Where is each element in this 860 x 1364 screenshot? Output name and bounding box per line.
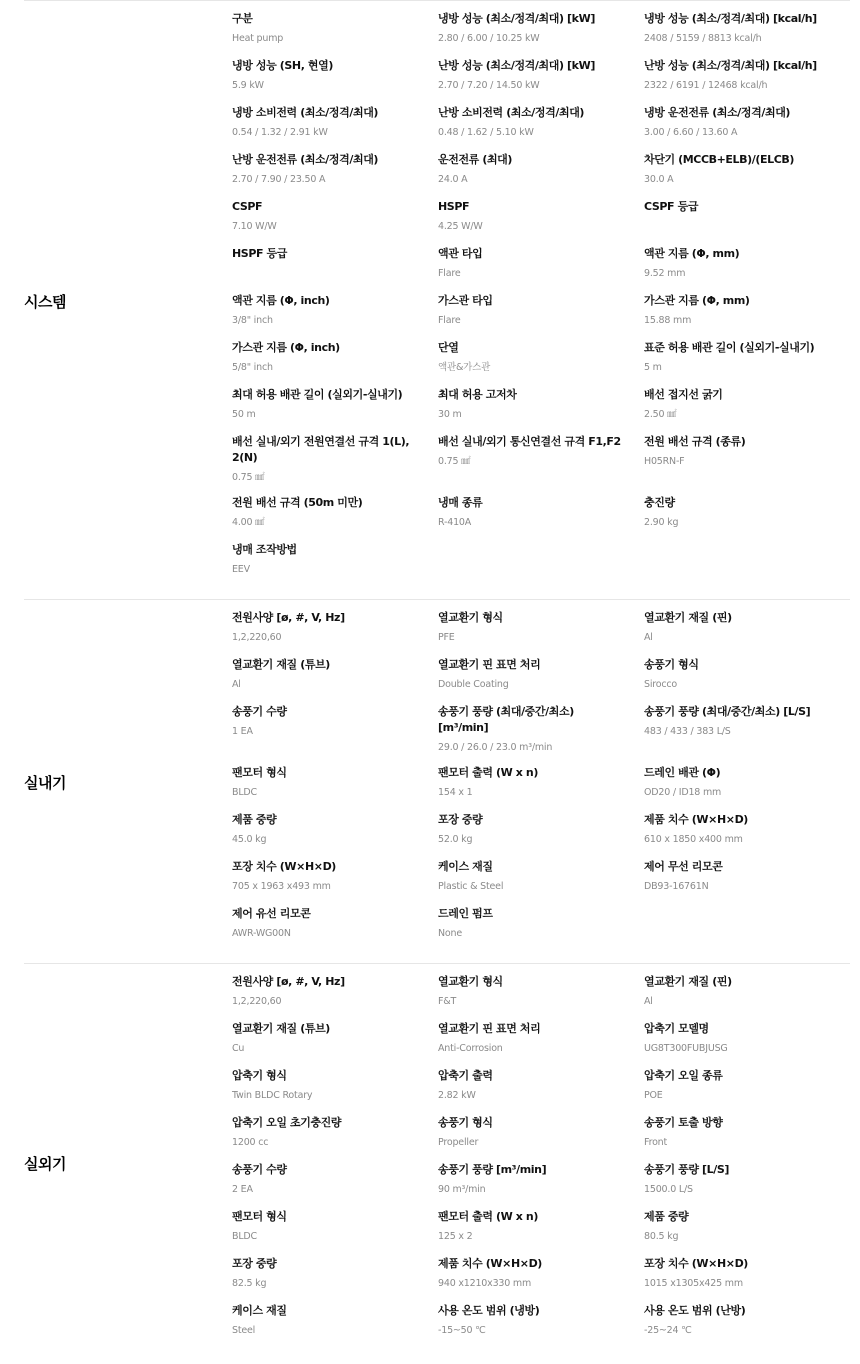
spec-item <box>644 340 850 377</box>
spec-value: 3.00 / 6.60 / 13.60 A <box>644 127 738 138</box>
spec-value: Flare <box>438 268 461 279</box>
spec-value: 2 EA <box>232 1184 253 1195</box>
spec-label: 냉매 조작방법 <box>232 543 297 556</box>
spec-label: HSPF 등급 <box>232 247 287 260</box>
spec-label: 송풍기 수량 <box>232 1163 287 1176</box>
spec-value: None <box>438 928 462 939</box>
spec-label: 차단기 (MCCB+ELB)/(ELCB) <box>644 153 795 166</box>
spec-value: DB93-16761N <box>644 881 709 892</box>
spec-item <box>438 657 644 694</box>
spec-value: Al <box>644 996 653 1007</box>
spec-value: 45.0 kg <box>232 834 267 845</box>
spec-value: POE <box>644 1090 663 1101</box>
spec-value: 2.82 kW <box>438 1090 476 1101</box>
spec-label: 배선 실내/외기 전원연결선 규격 1(L), 2(N) <box>232 435 410 464</box>
spec-value: Sirocco <box>644 679 678 690</box>
spec-label: 송풍기 풍량 (최대/중간/최소) [m³/min] <box>438 705 574 734</box>
spec-item <box>644 812 850 849</box>
spec-label: 제품 중량 <box>232 813 277 826</box>
spec-item <box>438 906 644 943</box>
spec-label: 드레인 배관 (Φ) <box>644 766 721 779</box>
spec-item <box>644 1021 850 1058</box>
spec-value: 2.70 / 7.20 / 14.50 kW <box>438 80 540 91</box>
spec-label: 열교환기 핀 표면 처리 <box>438 658 541 671</box>
spec-label: 표준 허용 배관 길이 (실외기-실내기) <box>644 341 815 354</box>
spec-value: 0.48 / 1.62 / 5.10 kW <box>438 127 534 138</box>
spec-label: 포장 치수 (W×H×D) <box>644 1257 748 1270</box>
spec-value: Al <box>644 632 653 643</box>
spec-label: 제품 치수 (W×H×D) <box>438 1257 542 1270</box>
spec-label: 냉방 운전전류 (최소/정격/최대) <box>644 106 791 119</box>
spec-value: 0.75 ㎟ <box>438 456 471 467</box>
spec-item <box>438 765 644 802</box>
spec-label: 냉매 종류 <box>438 496 483 509</box>
spec-value: 2322 / 6191 / 12468 kcal/h <box>644 80 768 91</box>
spec-value: 90 m³/min <box>438 1184 486 1195</box>
spec-value: 5 m <box>644 362 662 373</box>
spec-label: 난방 성능 (최소/정격/최대) [kcal/h] <box>644 59 817 72</box>
spec-label: 난방 운전전류 (최소/정격/최대) <box>232 153 379 166</box>
spec-value: 2.90 kg <box>644 517 679 528</box>
spec-item <box>438 1115 644 1152</box>
spec-value: R-410A <box>438 517 472 528</box>
spec-label: 전원 배선 규격 (종류) <box>644 435 746 448</box>
spec-item <box>438 812 644 849</box>
spec-label: 압축기 오일 초기충진량 <box>232 1116 342 1129</box>
spec-value: Plastic & Steel <box>438 881 504 892</box>
spec-value: 1,2,220,60 <box>232 996 282 1007</box>
spec-item <box>438 152 644 189</box>
spec-item <box>232 1256 438 1293</box>
spec-label: 운전전류 (최대) <box>438 153 513 166</box>
spec-value: Front <box>644 1137 668 1148</box>
spec-label: 단열 <box>438 341 459 354</box>
spec-value: 2.70 / 7.90 / 23.50 A <box>232 174 326 185</box>
spec-item <box>232 859 438 896</box>
spec-value: 52.0 kg <box>438 834 473 845</box>
spec-value: Heat pump <box>232 33 284 44</box>
spec-item <box>644 387 850 424</box>
spec-item <box>232 495 438 532</box>
spec-label: 충진량 <box>644 496 675 509</box>
spec-item <box>232 434 438 485</box>
spec-label: 열교환기 형식 <box>438 611 503 624</box>
spec-item <box>644 105 850 142</box>
spec-label: 냉방 성능 (최소/정격/최대) [kcal/h] <box>644 12 817 25</box>
spec-label: 냉방 성능 (SH, 현열) <box>232 59 334 72</box>
spec-item <box>232 765 438 802</box>
spec-label: 제품 중량 <box>644 1210 689 1223</box>
spec-value: 30.0 A <box>644 174 674 185</box>
spec-item <box>438 1162 644 1199</box>
spec-value: 1015 x1305x425 mm <box>644 1278 743 1289</box>
spec-item <box>232 1303 438 1340</box>
section-title: 실내기 <box>24 774 66 792</box>
spec-item <box>232 610 438 647</box>
spec-item <box>644 152 850 189</box>
spec-label: 열교환기 재질 (튜브) <box>232 1022 330 1035</box>
spec-label: 제어 무선 리모콘 <box>644 860 723 873</box>
spec-value: OD20 / ID18 mm <box>644 787 722 798</box>
spec-label: 열교환기 형식 <box>438 975 503 988</box>
spec-item <box>438 58 644 95</box>
spec-item <box>644 657 850 694</box>
spec-value: 15.88 mm <box>644 315 692 326</box>
spec-label: 팬모터 출력 (W x n) <box>438 1210 538 1223</box>
spec-label: 송풍기 풍량 [m³/min] <box>438 1163 547 1176</box>
spec-value: Double Coating <box>438 679 509 690</box>
spec-item <box>232 974 438 1011</box>
spec-value: BLDC <box>232 1231 257 1242</box>
spec-item <box>438 495 644 532</box>
spec-label: 포장 중량 <box>438 813 483 826</box>
spec-label: 배선 접지선 굵기 <box>644 388 723 401</box>
spec-label: 케이스 재질 <box>232 1304 287 1317</box>
spec-value: 2.50 ㎟ <box>644 409 677 420</box>
spec-label: 포장 중량 <box>232 1257 277 1270</box>
spec-label: 제품 치수 (W×H×D) <box>644 813 748 826</box>
spec-label: 압축기 오일 종류 <box>644 1069 723 1082</box>
spec-value: 82.5 kg <box>232 1278 267 1289</box>
spec-value: 4.00 ㎟ <box>232 517 265 528</box>
spec-value: 610 x 1850 x400 mm <box>644 834 743 845</box>
spec-value: -25~24 ℃ <box>644 1325 692 1336</box>
section-indoor-unit <box>24 599 850 963</box>
spec-item <box>644 495 850 532</box>
spec-value: Cu <box>232 1043 245 1054</box>
spec-label: 압축기 형식 <box>232 1069 287 1082</box>
spec-label: 사용 온도 범위 (냉방) <box>438 1304 540 1317</box>
spec-item <box>438 1303 644 1340</box>
spec-value: 30 m <box>438 409 462 420</box>
spec-label: 팬모터 출력 (W x n) <box>438 766 538 779</box>
spec-item <box>438 246 644 283</box>
spec-item <box>438 859 644 896</box>
spec-value: 액관&가스관 <box>438 362 491 373</box>
spec-value: 5.9 kW <box>232 80 264 91</box>
spec-label: 송풍기 풍량 (최대/중간/최소) [L/S] <box>644 705 811 718</box>
spec-label: 케이스 재질 <box>438 860 493 873</box>
spec-label: 송풍기 형식 <box>438 1116 493 1129</box>
spec-label: 난방 성능 (최소/정격/최대) [kW] <box>438 59 595 72</box>
spec-item <box>644 704 850 755</box>
spec-item <box>438 1068 644 1105</box>
spec-label: 압축기 출력 <box>438 1069 493 1082</box>
spec-label: 사용 온도 범위 (난방) <box>644 1304 746 1317</box>
spec-label: 최대 허용 배관 길이 (실외기-실내기) <box>232 388 403 401</box>
spec-label: 난방 소비전력 (최소/정격/최대) <box>438 106 585 119</box>
spec-item <box>232 340 438 377</box>
spec-label: 가스관 타입 <box>438 294 493 307</box>
spec-item <box>232 199 438 236</box>
section-system <box>24 0 850 599</box>
spec-label: 최대 허용 고저차 <box>438 388 517 401</box>
spec-value: 0.75 ㎟ <box>232 472 265 483</box>
spec-item <box>232 704 438 755</box>
spec-item <box>644 11 850 48</box>
spec-value: 7.10 W/W <box>232 221 277 232</box>
spec-value: Flare <box>438 315 461 326</box>
spec-label: 압축기 모델명 <box>644 1022 709 1035</box>
spec-value: 29.0 / 26.0 / 23.0 m³/min <box>438 742 553 753</box>
spec-value: 3/8" inch <box>232 315 273 326</box>
spec-value: 80.5 kg <box>644 1231 679 1242</box>
spec-value: Anti-Corrosion <box>438 1043 503 1054</box>
spec-label: 냉방 성능 (최소/정격/최대) [kW] <box>438 12 595 25</box>
spec-item <box>438 199 644 236</box>
spec-label: 팬모터 형식 <box>232 1210 287 1223</box>
spec-grid <box>232 600 850 963</box>
spec-label: 액관 지름 (Φ, inch) <box>232 294 330 307</box>
spec-value: 940 x1210x330 mm <box>438 1278 532 1289</box>
spec-value: 9.52 mm <box>644 268 686 279</box>
spec-label: 액관 지름 (Φ, mm) <box>644 247 740 260</box>
spec-label: 전원사양 [ø, #, V, Hz] <box>232 611 345 624</box>
spec-label: 송풍기 토출 방향 <box>644 1116 723 1129</box>
spec-item <box>438 1256 644 1293</box>
spec-item <box>644 765 850 802</box>
spec-value: 1,2,220,60 <box>232 632 282 643</box>
spec-item <box>232 105 438 142</box>
spec-value: Al <box>232 679 241 690</box>
spec-label: 팬모터 형식 <box>232 766 287 779</box>
spec-label: 전원 배선 규격 (50m 미만) <box>232 496 363 509</box>
spec-item <box>232 58 438 95</box>
spec-value: F&T <box>438 996 457 1007</box>
spec-value: 483 / 433 / 383 L/S <box>644 726 731 737</box>
spec-item <box>644 58 850 95</box>
spec-item <box>644 199 850 236</box>
spec-item <box>438 434 644 485</box>
spec-value: EEV <box>232 564 250 575</box>
spec-item <box>232 1209 438 1246</box>
spec-value: 705 x 1963 x493 mm <box>232 881 331 892</box>
spec-label: 포장 치수 (W×H×D) <box>232 860 336 873</box>
spec-value: 154 x 1 <box>438 787 473 798</box>
spec-label: CSPF 등급 <box>644 200 699 213</box>
spec-item <box>232 812 438 849</box>
spec-value: 1200 cc <box>232 1137 269 1148</box>
spec-label: 열교환기 핀 표면 처리 <box>438 1022 541 1035</box>
spec-item <box>438 610 644 647</box>
spec-item <box>232 1068 438 1105</box>
spec-item <box>644 293 850 330</box>
spec-item <box>644 1256 850 1293</box>
spec-value: -15~50 ℃ <box>438 1325 486 1336</box>
spec-value: BLDC <box>232 787 257 798</box>
spec-item <box>438 293 644 330</box>
spec-value: 1500.0 L/S <box>644 1184 693 1195</box>
spec-value: 125 x 2 <box>438 1231 473 1242</box>
spec-value: AWR-WG00N <box>232 928 291 939</box>
spec-value: 50 m <box>232 409 256 420</box>
spec-item <box>644 1209 850 1246</box>
spec-value: 4.25 W/W <box>438 221 483 232</box>
spec-label: 드레인 펌프 <box>438 907 493 920</box>
spec-value: Propeller <box>438 1137 479 1148</box>
spec-item <box>438 704 644 755</box>
spec-label: 제어 유선 리모콘 <box>232 907 311 920</box>
spec-value: Twin BLDC Rotary <box>232 1090 313 1101</box>
spec-value: 1 EA <box>232 726 253 737</box>
spec-label: 송풍기 형식 <box>644 658 699 671</box>
spec-label: 전원사양 [ø, #, V, Hz] <box>232 975 345 988</box>
spec-item <box>232 542 438 579</box>
spec-item <box>644 1162 850 1199</box>
section-title: 실외기 <box>24 1155 66 1173</box>
spec-item <box>438 387 644 424</box>
spec-item <box>644 859 850 896</box>
spec-item <box>232 11 438 48</box>
spec-label: 구분 <box>232 12 253 25</box>
spec-value: 24.0 A <box>438 174 468 185</box>
spec-value: UG8T300FUBJUSG <box>644 1043 728 1054</box>
spec-item <box>644 974 850 1011</box>
spec-value: Steel <box>232 1325 256 1336</box>
spec-label: CSPF <box>232 200 263 213</box>
spec-item <box>644 1115 850 1152</box>
spec-label: 액관 타입 <box>438 247 483 260</box>
spec-label: 열교환기 재질 (핀) <box>644 611 732 624</box>
spec-label: 가스관 지름 (Φ, mm) <box>644 294 750 307</box>
spec-item <box>232 293 438 330</box>
spec-label: 냉방 소비전력 (최소/정격/최대) <box>232 106 379 119</box>
spec-item <box>438 974 644 1011</box>
spec-label: 배선 실내/외기 통신연결선 규격 F1,F2 <box>438 435 621 448</box>
spec-item <box>232 906 438 943</box>
spec-label: 열교환기 재질 (튜브) <box>232 658 330 671</box>
spec-item <box>438 105 644 142</box>
spec-item <box>644 1068 850 1105</box>
spec-item <box>644 434 850 485</box>
spec-item <box>232 152 438 189</box>
spec-label: HSPF <box>438 200 470 213</box>
spec-item <box>644 1303 850 1340</box>
spec-item <box>232 1115 438 1152</box>
spec-value: PFE <box>438 632 455 643</box>
spec-value: H05RN-F <box>644 456 685 467</box>
spec-label: 송풍기 풍량 [L/S] <box>644 1163 729 1176</box>
section-title: 시스템 <box>24 293 66 311</box>
spec-label: 송풍기 수량 <box>232 705 287 718</box>
spec-value: 2408 / 5159 / 8813 kcal/h <box>644 33 762 44</box>
spec-item <box>644 610 850 647</box>
spec-item <box>232 387 438 424</box>
spec-item <box>232 1162 438 1199</box>
spec-value: 0.54 / 1.32 / 2.91 kW <box>232 127 328 138</box>
spec-item <box>644 246 850 283</box>
spec-value: 5/8" inch <box>232 362 273 373</box>
spec-grid <box>232 1 850 599</box>
spec-item <box>232 246 438 283</box>
spec-item <box>438 1021 644 1058</box>
spec-label: 열교환기 재질 (핀) <box>644 975 732 988</box>
section-outdoor-unit <box>24 963 850 1360</box>
spec-item <box>232 1021 438 1058</box>
spec-item <box>438 11 644 48</box>
spec-grid <box>232 964 850 1360</box>
spec-item <box>232 657 438 694</box>
spec-value: 2.80 / 6.00 / 10.25 kW <box>438 33 540 44</box>
spec-item <box>438 1209 644 1246</box>
spec-item <box>438 340 644 377</box>
spec-label: 가스관 지름 (Φ, inch) <box>232 341 340 354</box>
